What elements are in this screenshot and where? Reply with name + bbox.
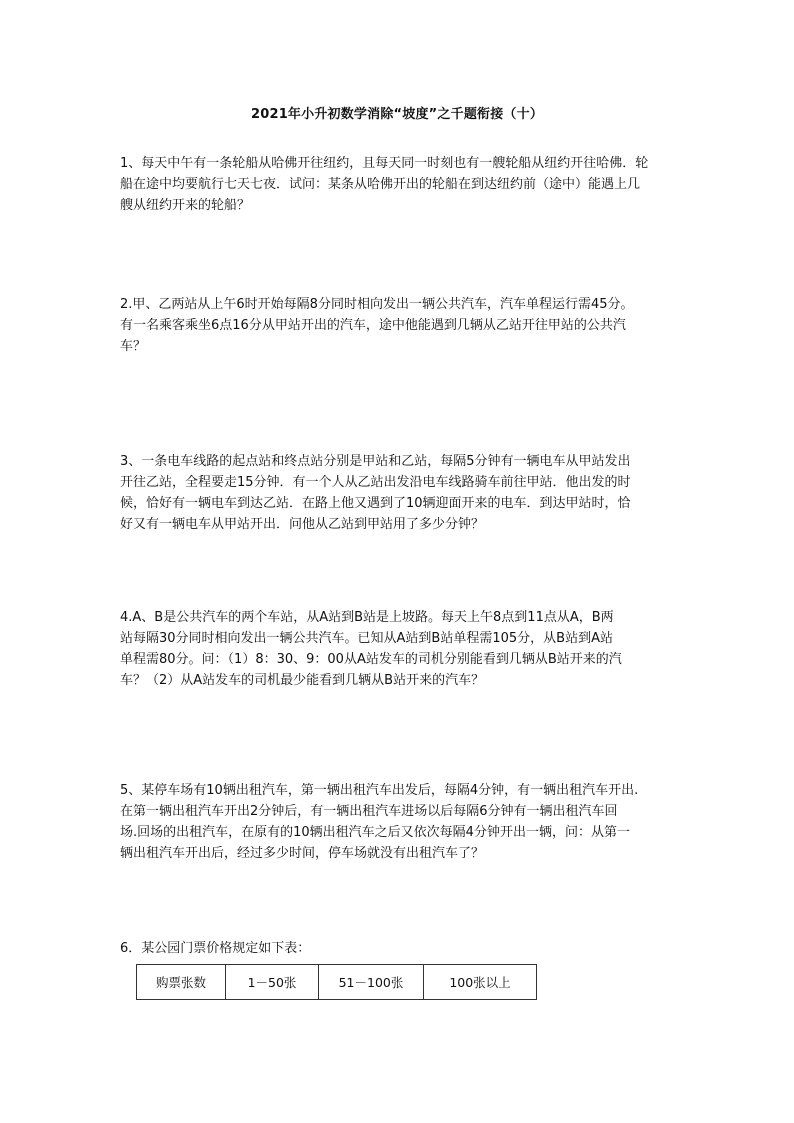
question-line: 船在途中均要航行七天七夜．试问：某条从哈佛开出的轮船在到达纽约前（途中）能遇上几: [120, 177, 641, 192]
question-line: 6．某公园门票价格规定如下表：: [120, 941, 311, 956]
question-line: 艘从纽约开来的轮船？: [120, 198, 251, 213]
question-line: 好又有一辆电车从甲站开出．问他从乙站到甲站用了多少分钟？: [120, 517, 485, 532]
question-line: 在第一辆出租汽车开出2分钟后，有一辆出租汽车进场以后每隔6分钟有一辆出租汽车回: [120, 804, 618, 819]
question-line: 开往乙站，全程要走15分钟．有一个人从乙站出发沿电车线路骑车前往甲站．他出发的时: [120, 475, 631, 490]
question-2: [120, 294, 680, 357]
page-title: 2021年小升初数学消除“坡度”之千题衔接（十）: [250, 107, 544, 122]
table-row: [137, 965, 537, 1000]
question-4: [120, 607, 680, 691]
question-line: 有一名乘客乘坐6点16分从甲站开出的汽车，途中他能遇到几辆从乙站开往甲站的公共汽: [120, 318, 626, 333]
question-line: 辆出租汽车开出后，经过多少时间，停车场就没有出租汽车了？: [120, 846, 485, 861]
question-line: 车？（2）从A站发车的司机最少能看到几辆从B站开来的汽车？: [120, 673, 485, 688]
question-3: [120, 451, 680, 535]
question-line: 5、某停车场有10辆出租汽车，第一辆出租汽车出发后，每隔4分钟，有一辆出租汽车开出.: [120, 783, 639, 798]
question-line: 单程需80分。问：（1）8：30、9：00从A站发车的司机分别能看到几辆从B站开来的汽: [120, 652, 622, 667]
table-cell-header: 购票张数: [137, 965, 226, 1000]
question-6: [120, 938, 680, 959]
question-line: 3、一条电车线路的起点站和终点站分别是甲站和乙站，每隔5分钟有一辆电车从甲站发出: [120, 454, 631, 469]
table-cell: 1－50张: [226, 965, 319, 1000]
question-5: [120, 780, 680, 864]
question-line: 4.A、B是公共汽车的两个车站，从A站到B站是上坡路。每天上午8点到11点从A，B两: [120, 610, 614, 625]
question-line: 场.回场的出租汽车，在原有的10辆出租汽车之后又依次每隔4分钟开出一辆，问：从第一: [120, 825, 630, 840]
question-line: 候，恰好有一辆电车到达乙站．在路上他又遇到了10辆迎面开来的电车．到达甲站时，恰: [120, 496, 631, 511]
question-line: 站每隔30分同时相向发出一辆公共汽车。已知从A站到B站单程需105分，从B站到A站: [120, 631, 613, 646]
table-cell: 51－100张: [319, 965, 424, 1000]
question-1: [120, 153, 680, 216]
question-line: 车？: [120, 339, 147, 354]
table-cell: 100张以上: [424, 965, 537, 1000]
question-line: 2.甲、乙两站从上午6时开始每隔8分同时相向发出一辆公共汽车，汽车单程运行需45分。: [120, 297, 634, 312]
ticket-price-table: [136, 964, 537, 1000]
question-line: 1、每天中午有一条轮船从哈佛开往纽约，且每天同一时刻也有一艘轮船从纽约开往哈佛．轮: [120, 156, 649, 171]
